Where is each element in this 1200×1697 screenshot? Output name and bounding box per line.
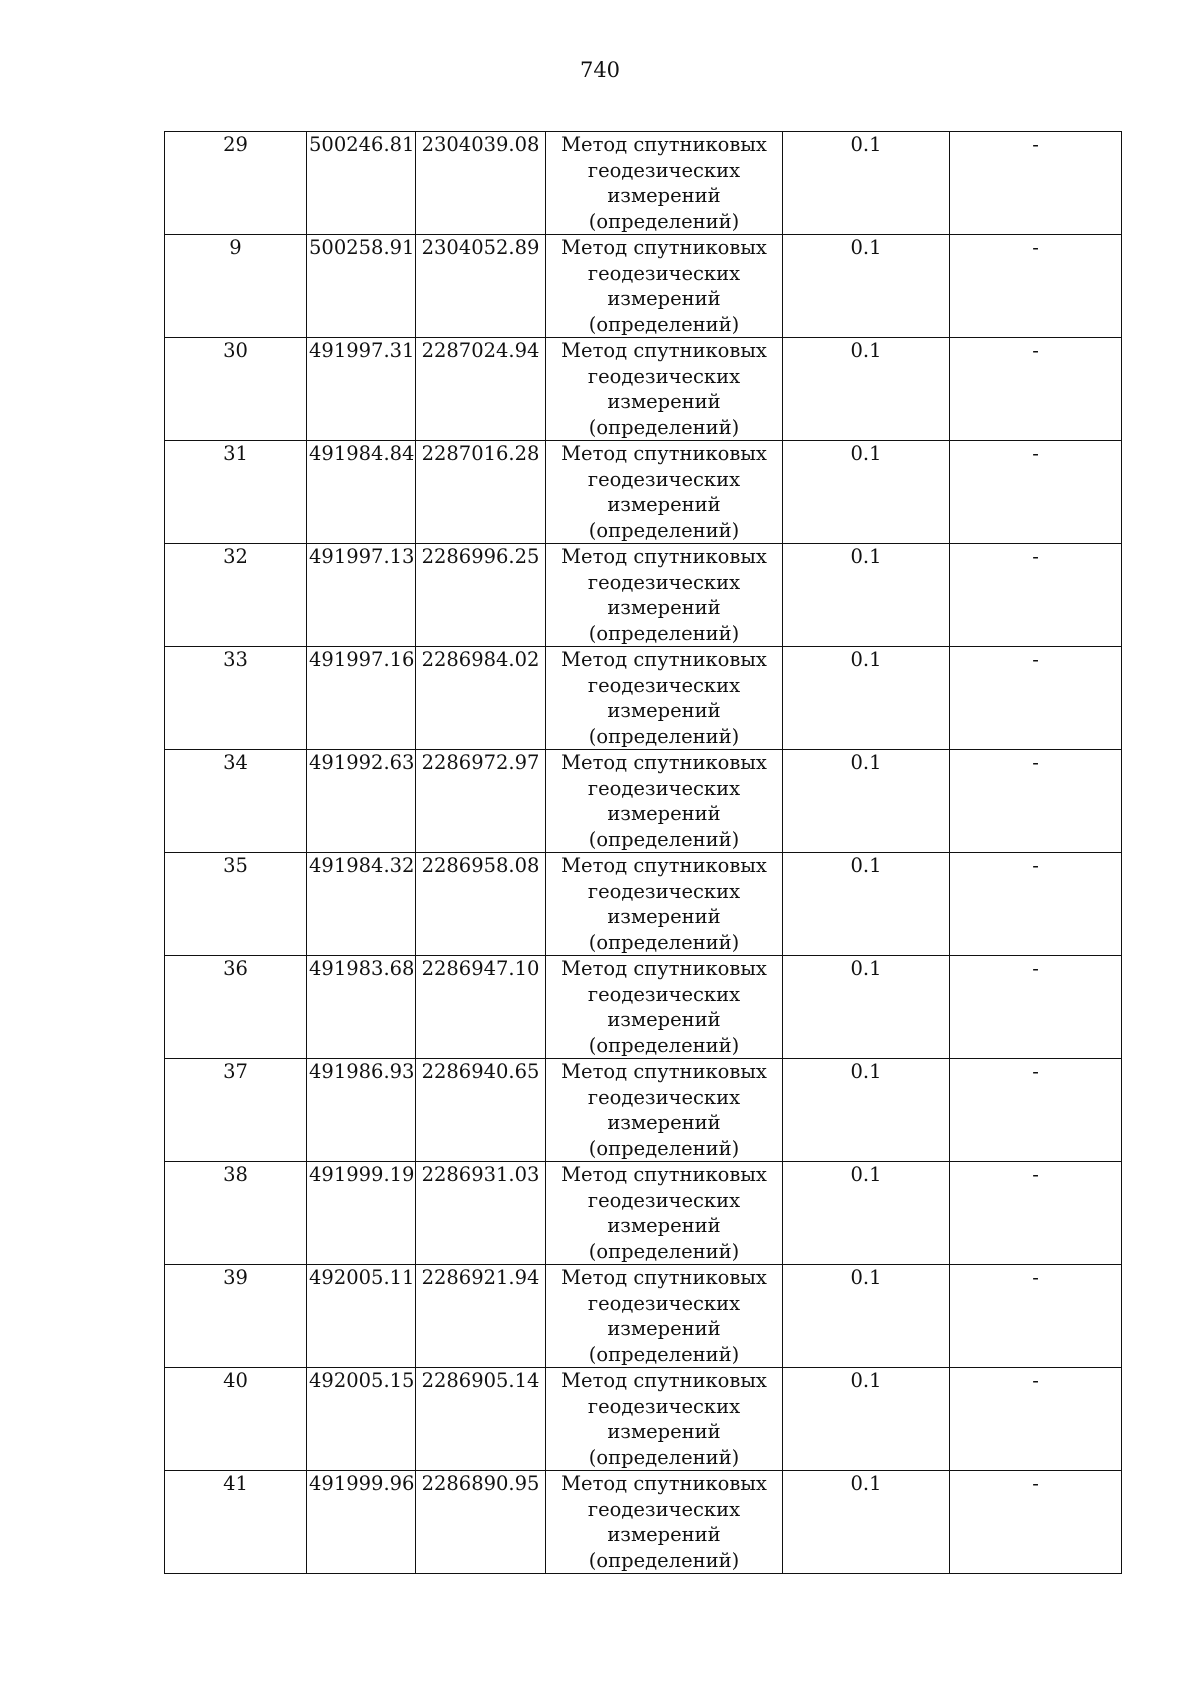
y-coordinate-cell: 2286940.65 <box>416 1059 546 1162</box>
method-cell: Метод спутниковых геодезических измерений (определений) <box>546 1265 783 1368</box>
y-coordinate-cell: 2286972.97 <box>416 750 546 853</box>
note-cell: - <box>950 544 1122 647</box>
table-row <box>165 1471 1122 1574</box>
point-number-cell: 33 <box>165 647 307 750</box>
y-coordinate-cell: 2286996.25 <box>416 544 546 647</box>
x-coordinate-cell: 491983.68 <box>307 956 416 1059</box>
accuracy-cell: 0.1 <box>783 1471 950 1574</box>
x-coordinate-cell: 491999.96 <box>307 1471 416 1574</box>
table-row <box>165 544 1122 647</box>
accuracy-cell: 0.1 <box>783 750 950 853</box>
x-coordinate-cell: 491997.13 <box>307 544 416 647</box>
x-coordinate-cell: 491986.93 <box>307 1059 416 1162</box>
note-cell: - <box>950 1059 1122 1162</box>
y-coordinate-cell: 2286931.03 <box>416 1162 546 1265</box>
y-coordinate-cell: 2287024.94 <box>416 338 546 441</box>
method-cell: Метод спутниковых геодезических измерений (определений) <box>546 1162 783 1265</box>
y-coordinate-cell: 2286958.08 <box>416 853 546 956</box>
table-row <box>165 1265 1122 1368</box>
accuracy-cell: 0.1 <box>783 544 950 647</box>
y-coordinate-cell: 2304039.08 <box>416 132 546 235</box>
accuracy-cell: 0.1 <box>783 853 950 956</box>
note-cell: - <box>950 338 1122 441</box>
accuracy-cell: 0.1 <box>783 1368 950 1471</box>
table-row <box>165 338 1122 441</box>
x-coordinate-cell: 492005.11 <box>307 1265 416 1368</box>
note-cell: - <box>950 853 1122 956</box>
x-coordinate-cell: 491992.63 <box>307 750 416 853</box>
accuracy-cell: 0.1 <box>783 132 950 235</box>
table-row <box>165 235 1122 338</box>
point-number-cell: 38 <box>165 1162 307 1265</box>
table-row <box>165 853 1122 956</box>
y-coordinate-cell: 2286890.95 <box>416 1471 546 1574</box>
table-row <box>165 441 1122 544</box>
accuracy-cell: 0.1 <box>783 1265 950 1368</box>
point-number-cell: 39 <box>165 1265 307 1368</box>
note-cell: - <box>950 1162 1122 1265</box>
x-coordinate-cell: 492005.15 <box>307 1368 416 1471</box>
coordinates-table-body <box>165 132 1122 1574</box>
point-number-cell: 9 <box>165 235 307 338</box>
x-coordinate-cell: 500258.91 <box>307 235 416 338</box>
x-coordinate-cell: 491997.31 <box>307 338 416 441</box>
table-row <box>165 750 1122 853</box>
method-cell: Метод спутниковых геодезических измерений (определений) <box>546 647 783 750</box>
x-coordinate-cell: 491984.32 <box>307 853 416 956</box>
y-coordinate-cell: 2304052.89 <box>416 235 546 338</box>
point-number-cell: 41 <box>165 1471 307 1574</box>
point-number-cell: 30 <box>165 338 307 441</box>
method-cell: Метод спутниковых геодезических измерений (определений) <box>546 544 783 647</box>
y-coordinate-cell: 2286921.94 <box>416 1265 546 1368</box>
note-cell: - <box>950 750 1122 853</box>
table-row <box>165 956 1122 1059</box>
accuracy-cell: 0.1 <box>783 441 950 544</box>
note-cell: - <box>950 1471 1122 1574</box>
x-coordinate-cell: 500246.81 <box>307 132 416 235</box>
page-number: 740 <box>579 58 621 82</box>
method-cell: Метод спутниковых геодезических измерений (определений) <box>546 853 783 956</box>
coordinates-table <box>164 131 1122 1574</box>
accuracy-cell: 0.1 <box>783 1059 950 1162</box>
x-coordinate-cell: 491997.16 <box>307 647 416 750</box>
point-number-cell: 35 <box>165 853 307 956</box>
method-cell: Метод спутниковых геодезических измерений (определений) <box>546 1471 783 1574</box>
table-row <box>165 1368 1122 1471</box>
accuracy-cell: 0.1 <box>783 235 950 338</box>
method-cell: Метод спутниковых геодезических измерений (определений) <box>546 441 783 544</box>
accuracy-cell: 0.1 <box>783 956 950 1059</box>
y-coordinate-cell: 2286947.10 <box>416 956 546 1059</box>
point-number-cell: 31 <box>165 441 307 544</box>
table-row <box>165 647 1122 750</box>
accuracy-cell: 0.1 <box>783 647 950 750</box>
table-row <box>165 1162 1122 1265</box>
y-coordinate-cell: 2286905.14 <box>416 1368 546 1471</box>
y-coordinate-cell: 2287016.28 <box>416 441 546 544</box>
method-cell: Метод спутниковых геодезических измерений (определений) <box>546 750 783 853</box>
method-cell: Метод спутниковых геодезических измерений (определений) <box>546 956 783 1059</box>
x-coordinate-cell: 491984.84 <box>307 441 416 544</box>
y-coordinate-cell: 2286984.02 <box>416 647 546 750</box>
x-coordinate-cell: 491999.19 <box>307 1162 416 1265</box>
accuracy-cell: 0.1 <box>783 1162 950 1265</box>
point-number-cell: 34 <box>165 750 307 853</box>
method-cell: Метод спутниковых геодезических измерений (определений) <box>546 235 783 338</box>
point-number-cell: 40 <box>165 1368 307 1471</box>
table-row <box>165 132 1122 235</box>
method-cell: Метод спутниковых геодезических измерений (определений) <box>546 1059 783 1162</box>
point-number-cell: 37 <box>165 1059 307 1162</box>
note-cell: - <box>950 235 1122 338</box>
accuracy-cell: 0.1 <box>783 338 950 441</box>
note-cell: - <box>950 647 1122 750</box>
note-cell: - <box>950 956 1122 1059</box>
method-cell: Метод спутниковых геодезических измерений (определений) <box>546 132 783 235</box>
note-cell: - <box>950 441 1122 544</box>
method-cell: Метод спутниковых геодезических измерений (определений) <box>546 1368 783 1471</box>
point-number-cell: 36 <box>165 956 307 1059</box>
note-cell: - <box>950 1368 1122 1471</box>
note-cell: - <box>950 132 1122 235</box>
point-number-cell: 32 <box>165 544 307 647</box>
method-cell: Метод спутниковых геодезических измерений (определений) <box>546 338 783 441</box>
point-number-cell: 29 <box>165 132 307 235</box>
note-cell: - <box>950 1265 1122 1368</box>
table-row <box>165 1059 1122 1162</box>
